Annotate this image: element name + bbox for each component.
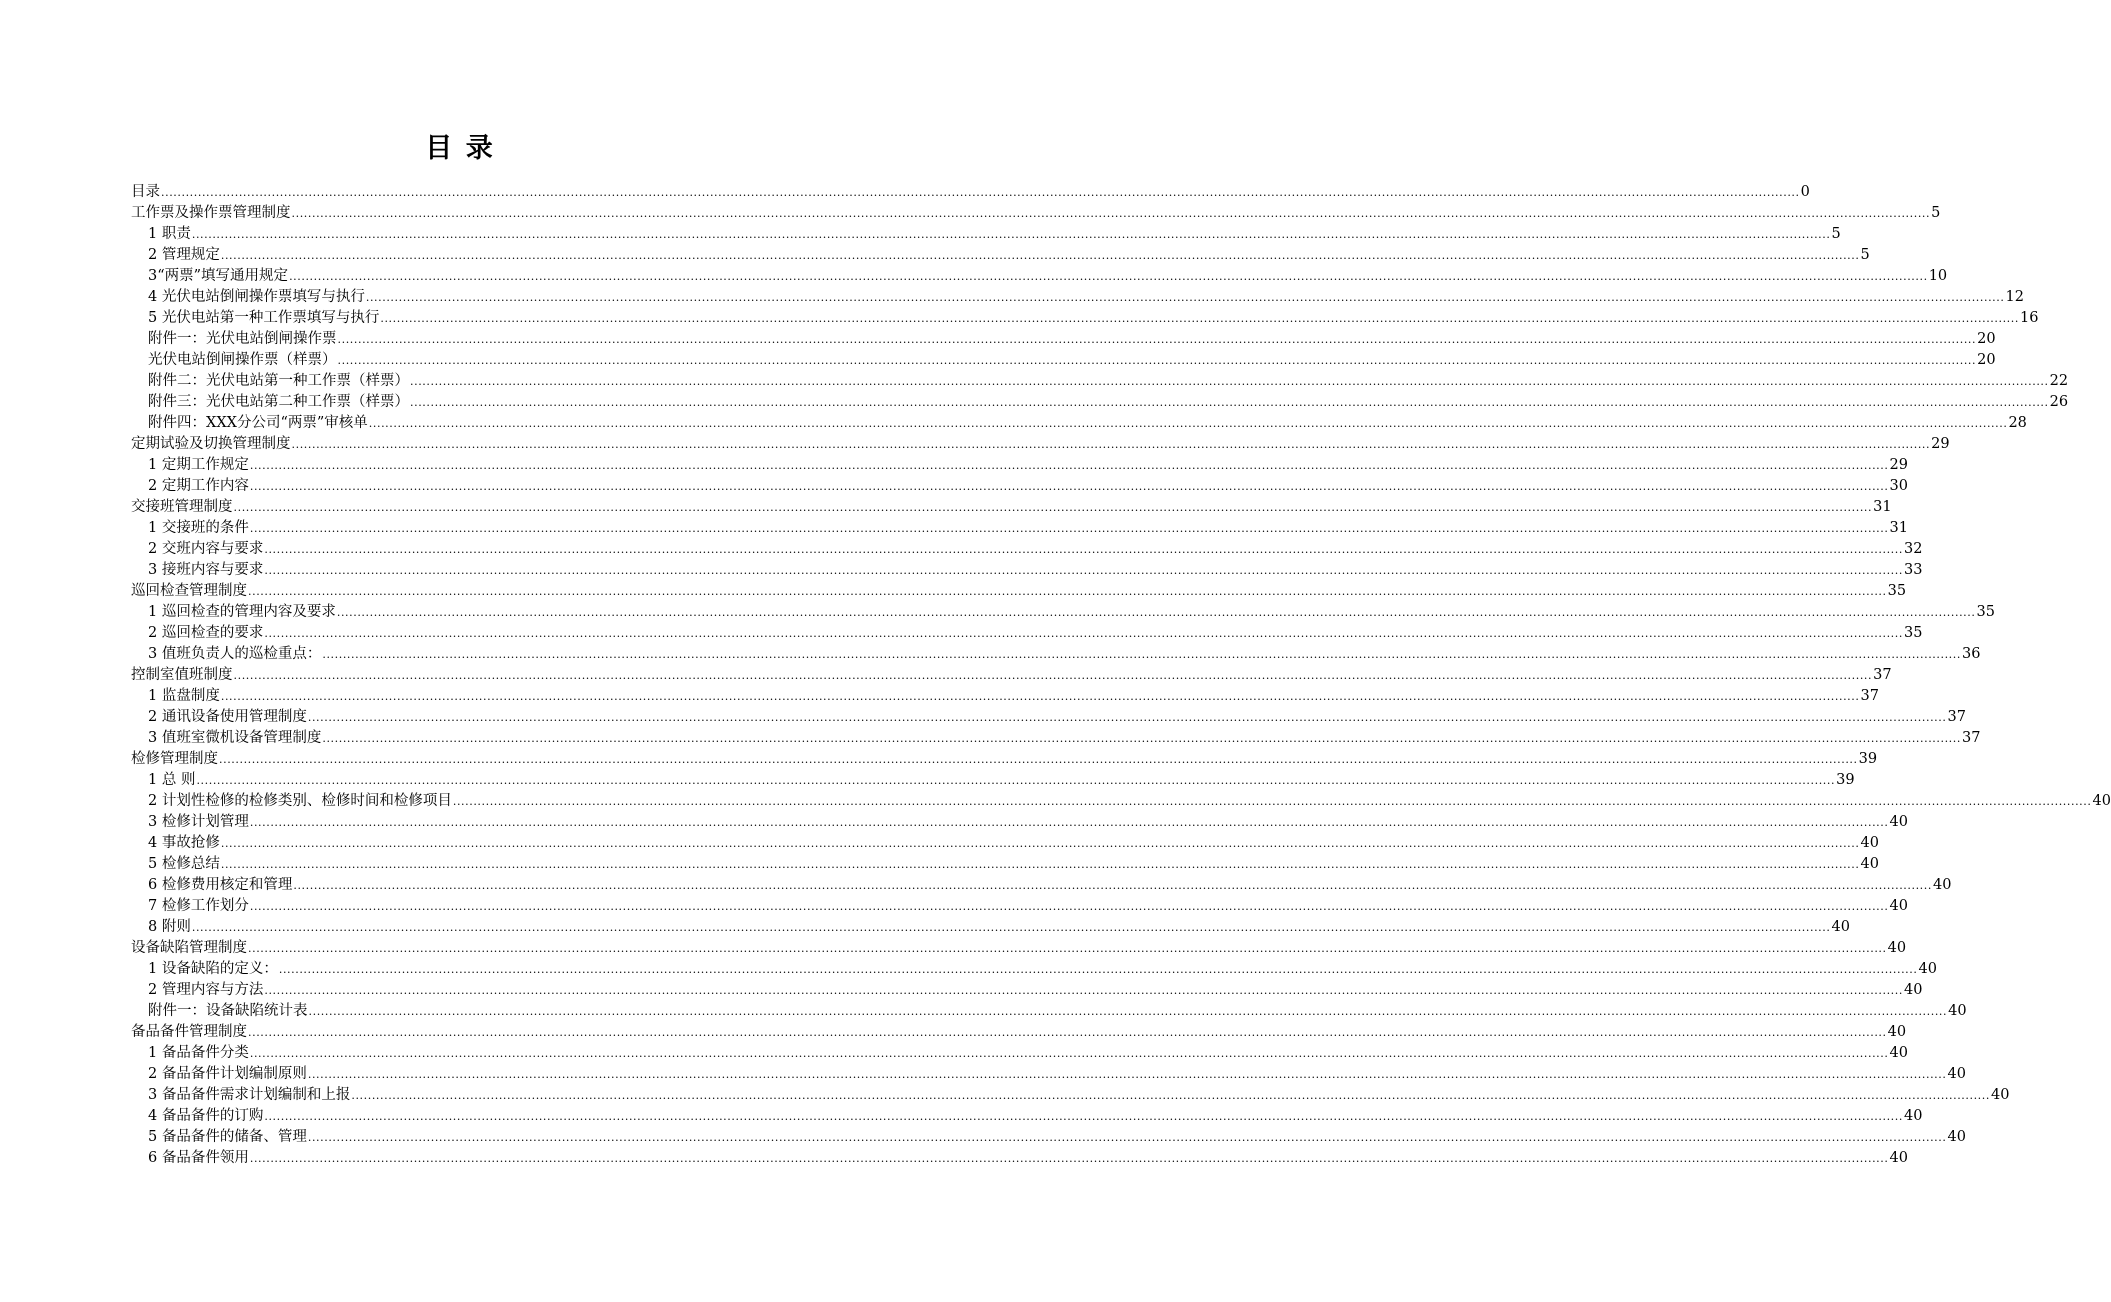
toc-page-number: 37 — [1947, 709, 1966, 725]
toc-entry[interactable] — [131, 497, 1892, 518]
toc-subentry[interactable] — [131, 1106, 1923, 1127]
toc-subentry[interactable] — [131, 560, 1923, 581]
toc-leader-dots: ................................................................................................................................................................................................................................................................................................................................................................................................................ — [291, 438, 1931, 451]
toc-subentry[interactable] — [131, 875, 1952, 896]
toc-leader-dots: ................................................................................................................................................................................................................................................................................................................................................................................................................ — [293, 879, 1932, 892]
toc-leader-dots: ................................................................................................................................................................................................................................................................................................................................................................................................................ — [365, 291, 2005, 304]
toc-subentry[interactable] — [131, 350, 1996, 371]
toc-leader-dots: ................................................................................................................................................................................................................................................................................................................................................................................................................ — [264, 627, 1903, 640]
toc-leader-dots: ................................................................................................................................................................................................................................................................................................................................................................................................................ — [307, 711, 1947, 724]
toc-page-number: 33 — [1903, 562, 1923, 578]
toc-leader-dots: ................................................................................................................................................................................................................................................................................................................................................................................................................ — [380, 312, 2019, 325]
toc-subentry[interactable] — [131, 539, 1923, 560]
toc-leader-dots: ................................................................................................................................................................................................................................................................................................................................................................................................................ — [307, 1131, 1947, 1144]
toc-entry-label: 1 交接班的条件 — [148, 520, 249, 536]
toc-subentry[interactable] — [131, 392, 2069, 413]
toc-entry[interactable] — [131, 665, 1892, 686]
toc-entry-label: 3“两票”填写通用规定 — [148, 268, 289, 284]
toc-entry-label: 1 监盘制度 — [148, 688, 220, 704]
toc-entry-label: 2 定期工作内容 — [148, 478, 249, 494]
toc-leader-dots: ................................................................................................................................................................................................................................................................................................................................................................................................................ — [196, 774, 1836, 787]
toc-subentry[interactable] — [131, 917, 1850, 938]
toc-leader-dots: ................................................................................................................................................................................................................................................................................................................................................................................................................ — [264, 543, 1903, 556]
toc-subentry[interactable] — [131, 371, 2069, 392]
toc-leader-dots: ................................................................................................................................................................................................................................................................................................................................................................................................................ — [337, 333, 1977, 346]
toc-entry-label: 控制室值班制度 — [131, 667, 233, 683]
toc-page-number: 37 — [1860, 688, 1879, 704]
toc-page-number: 0 — [1800, 184, 1810, 200]
toc-entry-label: 备品备件管理制度 — [131, 1024, 247, 1040]
toc-entry-label: 目录 — [131, 184, 160, 200]
toc-page-number: 26 — [2049, 394, 2069, 410]
toc-entry-label: 4 事故抢修 — [148, 835, 220, 851]
toc-entry-label: 7 检修工作划分 — [148, 898, 249, 914]
toc-entry-label: 1 职责 — [148, 226, 191, 242]
toc-page-number: 40 — [1947, 1129, 1966, 1145]
toc-page-number: 22 — [2049, 373, 2069, 389]
toc-page-number: 40 — [1990, 1087, 2010, 1103]
toc-entry-label: 附件一：光伏电站倒闸操作票 — [148, 331, 337, 347]
toc-subentry[interactable] — [131, 1064, 1966, 1085]
toc-entry[interactable] — [131, 749, 1878, 770]
toc-entry-label: 3 备品备件需求计划编制和上报 — [148, 1087, 351, 1103]
toc-entry-label: 附件四：XXX分公司“两票”审核单 — [148, 415, 368, 431]
toc-page-number: 40 — [2092, 793, 2111, 809]
toc-leader-dots: ................................................................................................................................................................................................................................................................................................................................................................................................................ — [249, 480, 1889, 493]
toc-page-number: 29 — [1931, 436, 1950, 452]
toc-entry-label: 2 巡回检查的要求 — [148, 625, 264, 641]
toc-subentry[interactable] — [131, 308, 2039, 329]
toc-entry-label: 定期试验及切换管理制度 — [131, 436, 291, 452]
toc-subentry[interactable] — [131, 959, 1937, 980]
toc-page-number: 31 — [1889, 520, 1908, 536]
toc-entry-label: 3 接班内容与要求 — [148, 562, 264, 578]
toc-entry-label: 3 检修计划管理 — [148, 814, 249, 830]
toc-subentry[interactable] — [131, 707, 1966, 728]
toc-entry-label: 附件二：光伏电站第一种工作票（样票） — [148, 373, 409, 389]
toc-leader-dots: ................................................................................................................................................................................................................................................................................................................................................................................................................ — [249, 459, 1889, 472]
toc-leader-dots: ................................................................................................................................................................................................................................................................................................................................................................................................................ — [249, 900, 1889, 913]
toc-leader-dots: ................................................................................................................................................................................................................................................................................................................................................................................................................ — [410, 375, 2049, 388]
toc-subentry[interactable] — [131, 1001, 1967, 1022]
toc-leader-dots: ................................................................................................................................................................................................................................................................................................................................................................................................................ — [278, 963, 1918, 976]
toc-leader-dots: ................................................................................................................................................................................................................................................................................................................................................................................................................ — [368, 417, 2008, 430]
toc-page-number: 37 — [1873, 667, 1892, 683]
toc-page-number: 40 — [1889, 1045, 1908, 1061]
toc-entry-label: 光伏电站倒闸操作票（样票） — [148, 352, 337, 368]
toc-entry-label: 8 附则 — [148, 919, 191, 935]
toc-subentry[interactable] — [131, 1043, 1908, 1064]
toc-entry[interactable] — [131, 434, 1950, 455]
toc-page-number: 32 — [1903, 541, 1923, 557]
toc-leader-dots: ................................................................................................................................................................................................................................................................................................................................................................................................................ — [248, 942, 1887, 955]
toc-page-number: 40 — [1831, 919, 1850, 935]
toc-leader-dots: ................................................................................................................................................................................................................................................................................................................................................................................................................ — [322, 648, 1961, 661]
toc-page-number: 5 — [1831, 226, 1841, 242]
toc-entry-label: 6 检修费用核定和管理 — [148, 877, 293, 893]
toc-page-number: 40 — [1889, 814, 1908, 830]
toc-subentry[interactable] — [131, 413, 2027, 434]
table-of-contents — [131, 182, 2111, 1169]
page-title: 目 录 — [425, 133, 495, 164]
toc-entry-label: 1 总 则 — [148, 772, 196, 788]
toc-leader-dots: ................................................................................................................................................................................................................................................................................................................................................................................................................ — [264, 984, 1903, 997]
toc-entry-label: 2 交班内容与要求 — [148, 541, 264, 557]
toc-page-number: 35 — [1887, 583, 1907, 599]
toc-page-number: 40 — [1947, 1066, 1966, 1082]
toc-page-number: 40 — [1887, 940, 1907, 956]
toc-leader-dots: ................................................................................................................................................................................................................................................................................................................................................................................................................ — [219, 753, 1858, 766]
toc-page-number: 35 — [1976, 604, 1995, 620]
toc-entry-label: 1 定期工作规定 — [148, 457, 249, 473]
toc-entry-label: 2 备品备件计划编制原则 — [148, 1066, 307, 1082]
toc-page-number: 5 — [1931, 205, 1941, 221]
toc-subentry[interactable] — [131, 833, 1879, 854]
toc-leader-dots: ................................................................................................................................................................................................................................................................................................................................................................................................................ — [161, 186, 1800, 199]
toc-page-number: 12 — [2005, 289, 2024, 305]
toc-leader-dots: ................................................................................................................................................................................................................................................................................................................................................................................................................ — [336, 606, 1976, 619]
toc-page-number: 39 — [1858, 751, 1878, 767]
toc-entry-label: 3 值班负责人的巡检重点： — [148, 646, 322, 662]
toc-leader-dots: ................................................................................................................................................................................................................................................................................................................................................................................................................ — [337, 354, 1977, 367]
toc-page-number: 5 — [1860, 247, 1870, 263]
toc-entry-label: 4 备品备件的订购 — [148, 1108, 264, 1124]
toc-page-number: 40 — [1918, 961, 1937, 977]
toc-page-number: 20 — [1977, 331, 1996, 347]
toc-page-number: 40 — [1948, 1003, 1967, 1019]
toc-entry-label: 检修管理制度 — [131, 751, 218, 767]
toc-subentry[interactable] — [131, 245, 1870, 266]
toc-leader-dots: ................................................................................................................................................................................................................................................................................................................................................................................................................ — [220, 837, 1860, 850]
toc-entry-label: 交接班管理制度 — [131, 499, 233, 515]
toc-subentry[interactable] — [131, 812, 1908, 833]
toc-leader-dots: ................................................................................................................................................................................................................................................................................................................................................................................................................ — [220, 858, 1860, 871]
toc-page-number: 40 — [1860, 835, 1879, 851]
toc-entry-label: 4 光伏电站倒闸操作票填写与执行 — [148, 289, 365, 305]
toc-leader-dots: ................................................................................................................................................................................................................................................................................................................................................................................................................ — [249, 816, 1889, 829]
toc-page-number: 28 — [2008, 415, 2027, 431]
toc-entry-label: 2 计划性检修的检修类别、检修时间和检修项目 — [148, 793, 452, 809]
toc-subentry[interactable] — [131, 329, 1996, 350]
toc-leader-dots: ................................................................................................................................................................................................................................................................................................................................................................................................................ — [233, 501, 1873, 514]
toc-leader-dots: ................................................................................................................................................................................................................................................................................................................................................................................................................ — [191, 228, 1831, 241]
toc-page-number: 20 — [1977, 352, 1996, 368]
toc-subentry[interactable] — [131, 896, 1908, 917]
toc-page-number: 39 — [1836, 772, 1855, 788]
toc-subentry[interactable] — [131, 476, 1908, 497]
toc-entry-label: 设备缺陷管理制度 — [131, 940, 247, 956]
toc-page-number: 40 — [1887, 1024, 1907, 1040]
toc-entry[interactable] — [131, 581, 1907, 602]
toc-entry-label: 2 管理内容与方法 — [148, 982, 264, 998]
toc-subentry[interactable] — [131, 1148, 1908, 1169]
toc-entry-label: 6 备品备件领用 — [148, 1150, 249, 1166]
toc-leader-dots: ................................................................................................................................................................................................................................................................................................................................................................................................................ — [248, 585, 1887, 598]
toc-leader-dots: ................................................................................................................................................................................................................................................................................................................................................................................................................ — [322, 732, 1961, 745]
toc-leader-dots: ................................................................................................................................................................................................................................................................................................................................................................................................................ — [264, 564, 1903, 577]
toc-page-number: 40 — [1903, 1108, 1923, 1124]
toc-subentry[interactable] — [131, 602, 1995, 623]
toc-subentry[interactable] — [131, 791, 2111, 812]
toc-page-number: 35 — [1903, 625, 1923, 641]
toc-page-number: 40 — [1903, 982, 1923, 998]
toc-leader-dots: ................................................................................................................................................................................................................................................................................................................................................................................................................ — [264, 1110, 1903, 1123]
toc-entry-label: 1 备品备件分类 — [148, 1045, 249, 1061]
toc-entry-label: 2 管理规定 — [148, 247, 220, 263]
toc-leader-dots: ................................................................................................................................................................................................................................................................................................................................................................................................................ — [452, 795, 2092, 808]
toc-leader-dots: ................................................................................................................................................................................................................................................................................................................................................................................................................ — [249, 1152, 1889, 1165]
toc-entry-label: 2 通讯设备使用管理制度 — [148, 709, 307, 725]
toc-leader-dots: ................................................................................................................................................................................................................................................................................................................................................................................................................ — [220, 249, 1860, 262]
toc-subentry[interactable] — [131, 1127, 1966, 1148]
toc-subentry[interactable] — [131, 854, 1879, 875]
toc-subentry[interactable] — [131, 686, 1879, 707]
toc-subentry[interactable] — [131, 518, 1908, 539]
toc-leader-dots: ................................................................................................................................................................................................................................................................................................................................................................................................................ — [249, 1047, 1889, 1060]
toc-page-number: 31 — [1873, 499, 1892, 515]
toc-leader-dots: ................................................................................................................................................................................................................................................................................................................................................................................................................ — [249, 522, 1889, 535]
toc-leader-dots: ................................................................................................................................................................................................................................................................................................................................................................................................................ — [351, 1089, 1990, 1102]
toc-leader-dots: ................................................................................................................................................................................................................................................................................................................................................................................................................ — [233, 669, 1873, 682]
toc-page-number: 30 — [1889, 478, 1908, 494]
toc-subentry[interactable] — [131, 728, 1981, 749]
toc-leader-dots: ................................................................................................................................................................................................................................................................................................................................................................................................................ — [191, 921, 1831, 934]
toc-entry-label: 附件一：设备缺陷统计表 — [148, 1003, 308, 1019]
toc-entry-label: 附件三：光伏电站第二种工作票（样票） — [148, 394, 409, 410]
toc-subentry[interactable] — [131, 623, 1923, 644]
toc-page-number: 40 — [1889, 1150, 1908, 1166]
toc-subentry[interactable] — [131, 770, 1855, 791]
toc-page-number: 37 — [1961, 730, 1981, 746]
toc-entry-label: 1 巡回检查的管理内容及要求 — [148, 604, 336, 620]
toc-leader-dots: ................................................................................................................................................................................................................................................................................................................................................................................................................ — [289, 270, 1928, 283]
toc-entry-label: 3 值班室微机设备管理制度 — [148, 730, 322, 746]
toc-entry[interactable] — [131, 1022, 1907, 1043]
toc-leader-dots: ................................................................................................................................................................................................................................................................................................................................................................................................................ — [220, 690, 1860, 703]
toc-page-number: 40 — [1860, 856, 1879, 872]
toc-entry[interactable] — [131, 938, 1907, 959]
toc-page-number: 36 — [1961, 646, 1981, 662]
toc-page-number: 10 — [1928, 268, 1948, 284]
toc-entry[interactable] — [131, 182, 1810, 203]
toc-page-number: 40 — [1889, 898, 1908, 914]
toc-entry[interactable] — [131, 203, 1941, 224]
toc-entry-label: 巡回检查管理制度 — [131, 583, 247, 599]
toc-page-number: 16 — [2019, 310, 2039, 326]
toc-entry-label: 工作票及操作票管理制度 — [131, 205, 291, 221]
toc-page-number: 29 — [1889, 457, 1908, 473]
toc-entry-label: 5 检修总结 — [148, 856, 220, 872]
toc-entry-label: 5 备品备件的储备、管理 — [148, 1129, 307, 1145]
toc-subentry[interactable] — [131, 455, 1908, 476]
toc-leader-dots: ................................................................................................................................................................................................................................................................................................................................................................................................................ — [308, 1005, 1948, 1018]
toc-leader-dots: ................................................................................................................................................................................................................................................................................................................................................................................................................ — [410, 396, 2049, 409]
toc-subentry[interactable] — [131, 266, 1948, 287]
toc-subentry[interactable] — [131, 644, 1981, 665]
toc-subentry[interactable] — [131, 980, 1923, 1001]
toc-subentry[interactable] — [131, 287, 2024, 308]
toc-leader-dots: ................................................................................................................................................................................................................................................................................................................................................................................................................ — [307, 1068, 1947, 1081]
toc-entry-label: 5 光伏电站第一种工作票填写与执行 — [148, 310, 380, 326]
toc-leader-dots: ................................................................................................................................................................................................................................................................................................................................................................................................................ — [248, 1026, 1887, 1039]
toc-subentry[interactable] — [131, 224, 1841, 245]
toc-entry-label: 1 设备缺陷的定义： — [148, 961, 278, 977]
toc-page-number: 40 — [1932, 877, 1952, 893]
toc-subentry[interactable] — [131, 1085, 2010, 1106]
toc-leader-dots: ................................................................................................................................................................................................................................................................................................................................................................................................................ — [291, 207, 1931, 220]
